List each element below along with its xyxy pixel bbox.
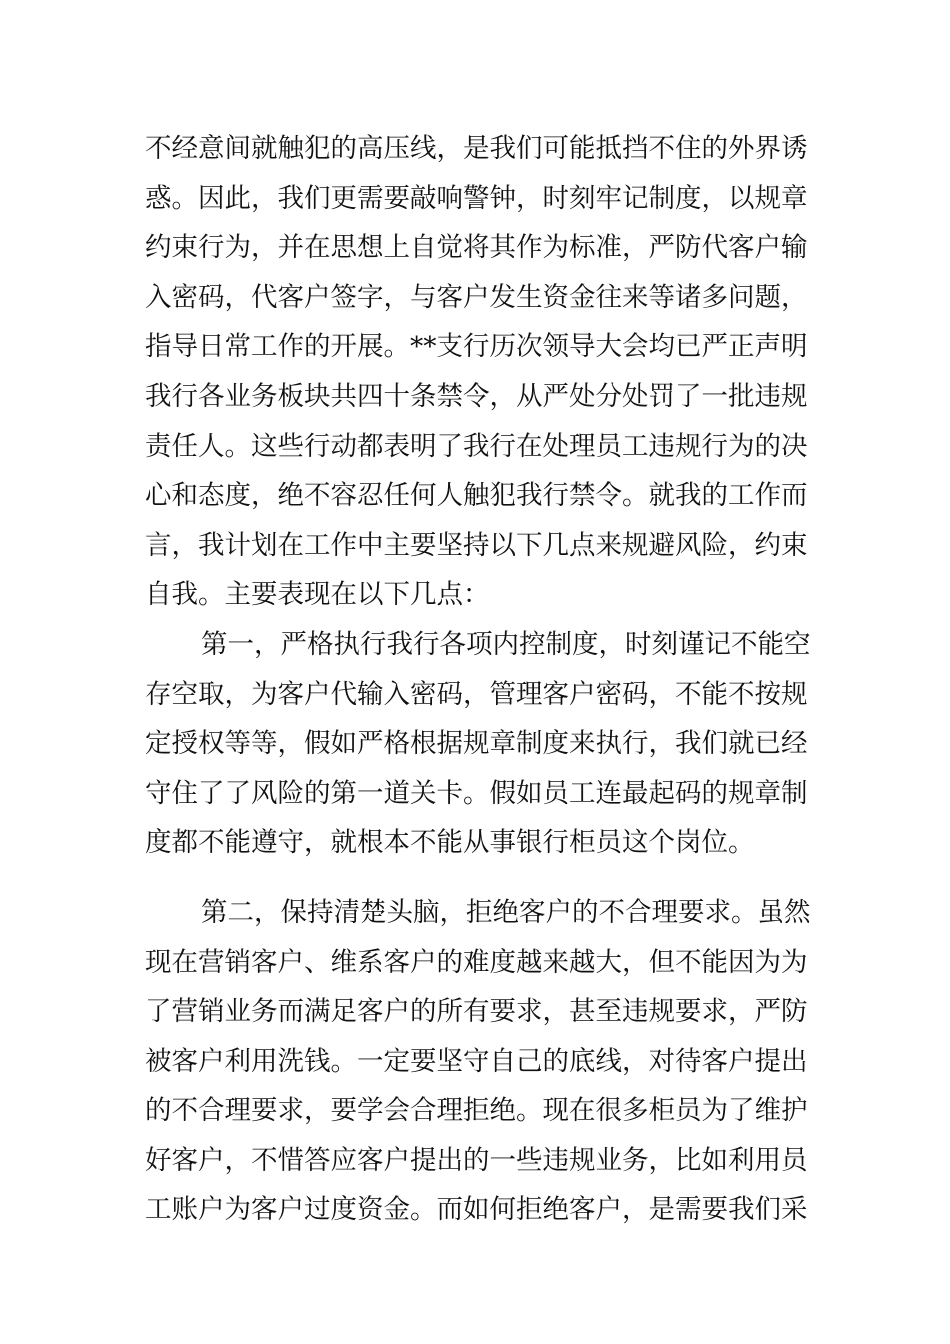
text-line: 指导日常工作的开展。**支行历次领导大会均已严正声明 — [145, 331, 808, 363]
text-line: 入密码，代客户签字，与客户发生资金往来等诸多问题， — [145, 281, 808, 313]
text-line: 心和态度，绝不容忍任何人触犯我行禁令。就我的工作而 — [145, 480, 808, 512]
text-line: 被客户利用洗钱。一定要坚守自己的底线，对待客户提出 — [145, 1045, 808, 1077]
text-line: 现在营销客户、维系客户的难度越来越大，但不能因为为 — [145, 946, 808, 978]
text-line: 工账户为客户过度资金。而如何拒绝客户，是需要我们采 — [145, 1194, 808, 1226]
text-line: 约束行为，并在思想上自觉将其作为标准，严防代客户输 — [145, 232, 808, 264]
paragraph-gap — [145, 868, 815, 888]
text-line: 责任人。这些行动都表明了我行在处理员工违规行为的决 — [145, 430, 808, 462]
text-line: 言，我计划在工作中主要坚持以下几点来规避风险，约束 — [145, 529, 808, 561]
text-line: 定授权等等，假如严格根据规章制度来执行，我们就已经 — [145, 728, 808, 760]
text-line: 不经意间就触犯的高压线，是我们可能抵挡不住的外界诱 — [145, 133, 808, 164]
text-line: 自我。主要表现在以下几点： — [145, 579, 490, 611]
text-line: 守住了了风险的第一道关卡。假如员工连最起码的规章制 — [145, 777, 808, 809]
text-line: 好客户，不惜答应客户提出的一些违规业务，比如利用员 — [145, 1144, 808, 1176]
paragraph-first-line: 第二，保持清楚头脑，拒绝客户的不合理要求。虽然 — [201, 896, 811, 928]
text-line: 我行各业务板块共四十条禁令，从严处分处罚了一批违规 — [145, 380, 808, 412]
paragraph-first-line: 第一，严格执行我行各项内控制度，时刻谨记不能空 — [201, 628, 811, 660]
text-line: 的不合理要求，要学会合理拒绝。现在很多柜员为了维护 — [145, 1095, 808, 1127]
text-line: 存空取，为客户代输入密码，管理客户密码，不能不按规 — [145, 678, 808, 710]
text-line: 惑。因此，我们更需要敲响警钟，时刻牢记制度，以规章 — [145, 182, 808, 214]
text-line: 度都不能遵守，就根本不能从事银行柜员这个岗位。 — [145, 827, 755, 859]
document-body — [145, 124, 815, 1235]
text-line: 了营销业务而满足客户的所有要求，甚至违规要求，严防 — [145, 996, 808, 1028]
